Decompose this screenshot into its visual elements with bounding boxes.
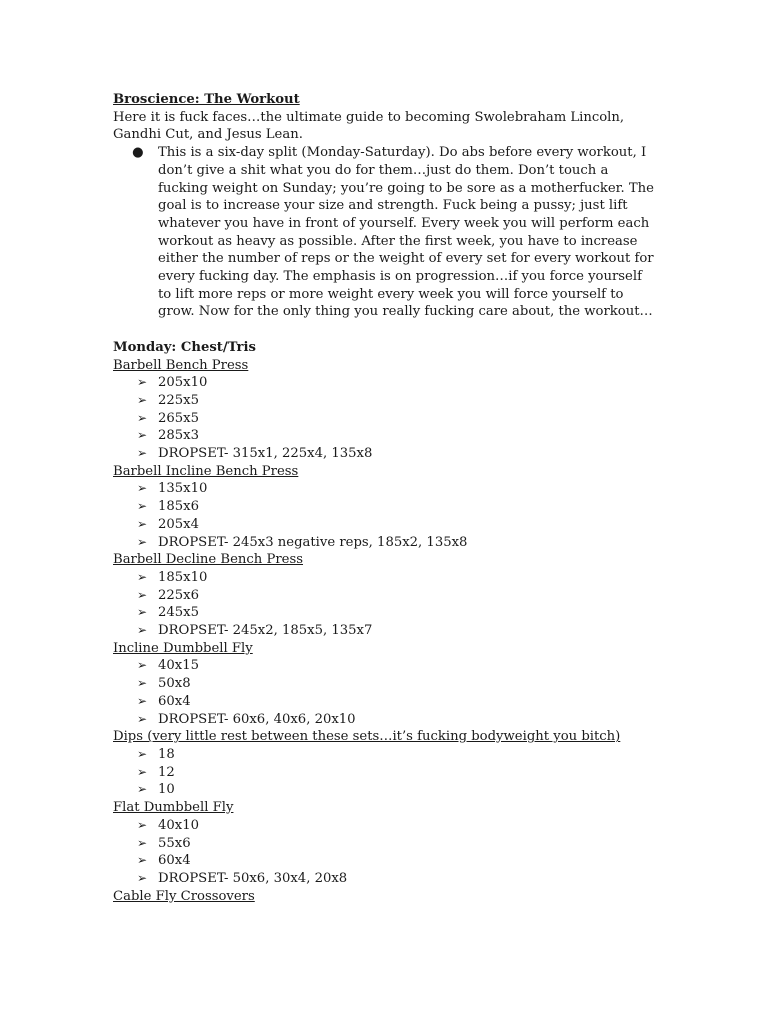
exercise-title: Barbell Decline Bench Press: [113, 552, 303, 568]
arrow-bullet-icon: ➢: [137, 410, 148, 425]
set-text: DROPSET- 245x2, 185x5, 135x7: [158, 623, 373, 639]
set-item: [137, 817, 768, 835]
set-text: 205x4: [158, 516, 199, 532]
set-list: [113, 746, 768, 799]
bullet-icon: ●: [132, 145, 144, 161]
arrow-bullet-icon: ➢: [137, 587, 148, 602]
arrow-bullet-icon: ➢: [137, 658, 148, 673]
set-item: [137, 498, 768, 516]
set-item: [137, 604, 768, 622]
set-item: [137, 392, 768, 410]
spacer: [113, 321, 768, 339]
set-item: [137, 675, 768, 693]
arrow-bullet-icon: ➢: [137, 481, 148, 496]
set-item: [137, 516, 768, 534]
arrow-bullet-icon: ➢: [137, 605, 148, 620]
arrow-bullet-icon: ➢: [137, 835, 148, 850]
arrow-bullet-icon: ➢: [137, 782, 148, 797]
set-item: [137, 764, 768, 782]
arrow-bullet-icon: ➢: [137, 623, 148, 638]
exercise-block: [113, 551, 768, 640]
set-text: 225x6: [158, 587, 199, 603]
exercise-title: Incline Dumbbell Fly: [113, 640, 253, 656]
day-heading: Monday: Chest/Tris: [113, 339, 256, 355]
arrow-bullet-icon: ➢: [137, 764, 148, 779]
arrow-bullet-icon: ➢: [137, 375, 148, 390]
set-text: 50x8: [158, 676, 191, 692]
set-list: [113, 480, 768, 551]
set-item: [137, 693, 768, 711]
exercise-block: [113, 799, 768, 888]
set-text: DROPSET- 50x6, 30x4, 20x8: [158, 870, 348, 886]
set-list: [113, 817, 768, 888]
set-item: [137, 410, 768, 428]
exercise-block: [113, 728, 768, 799]
set-text: 10: [158, 782, 175, 798]
arrow-bullet-icon: ➢: [137, 428, 148, 443]
exercise-title: Flat Dumbbell Fly: [113, 800, 234, 816]
set-text: 60x4: [158, 693, 191, 709]
set-item: [137, 427, 768, 445]
bullet-text: This is a six-day split (Monday-Saturday). Do abs before every workout, I don’t give a shit what you do for them…just do them. Don’t touch a fucking weight on Sunday; you’re going to be sore as a motherfucker. The goal is to increase your size and strength. Fuck being a pussy; just lift whatever you have in front of yourself. Every week you will perform each workout as heavy as possible. After the first week, you have to increase either the number of reps or the weight of every set for every workout for every fucking day. The emphasis is on progression…if you force yourself to lift more reps or more weight every week you will force yourself to grow. Now for the only thing you really fucking care about, the workout…: [158, 145, 654, 320]
set-list: [113, 569, 768, 640]
exercise-title: Barbell Incline Bench Press: [113, 463, 299, 479]
set-item: [137, 534, 768, 552]
set-item: [137, 870, 768, 888]
set-item: [137, 657, 768, 675]
exercise-block: [113, 640, 768, 729]
set-item: [137, 569, 768, 587]
exercise-block: [113, 357, 768, 463]
arrow-bullet-icon: ➢: [137, 870, 148, 885]
arrow-bullet-icon: ➢: [137, 676, 148, 691]
arrow-bullet-icon: ➢: [137, 534, 148, 549]
exercise-block: [113, 463, 768, 552]
set-text: 12: [158, 764, 175, 780]
intro-paragraph: Here it is fuck faces…the ultimate guide to becoming Swolebraham Lincoln, Gandhi Cut, and Jesus Lean.: [113, 109, 625, 143]
arrow-bullet-icon: ➢: [137, 693, 148, 708]
bullet-list: [113, 144, 768, 321]
set-list: [113, 374, 768, 463]
arrow-bullet-icon: ➢: [137, 446, 148, 461]
set-text: 205x10: [158, 375, 208, 391]
set-item: [137, 480, 768, 498]
set-text: 135x10: [158, 481, 208, 497]
set-item: [137, 781, 768, 799]
set-text: 185x6: [158, 499, 199, 515]
set-text: 60x4: [158, 853, 191, 869]
set-text: DROPSET- 315x1, 225x4, 135x8: [158, 446, 373, 462]
set-text: 40x10: [158, 817, 199, 833]
arrow-bullet-icon: ➢: [137, 817, 148, 832]
set-list: [113, 657, 768, 728]
set-item: [137, 622, 768, 640]
set-text: DROPSET- 60x6, 40x6, 20x10: [158, 711, 356, 727]
set-text: 40x15: [158, 658, 199, 674]
set-text: DROPSET- 245x3 negative reps, 185x2, 135x8: [158, 534, 468, 550]
set-text: 18: [158, 747, 175, 762]
set-text: 55x6: [158, 835, 191, 851]
arrow-bullet-icon: ➢: [137, 711, 148, 726]
set-item: [137, 445, 768, 463]
set-item: [137, 852, 768, 870]
set-item: [137, 835, 768, 853]
exercise-title: Barbell Bench Press: [113, 357, 249, 373]
set-item: [137, 374, 768, 392]
list-item: [132, 144, 658, 321]
arrow-bullet-icon: ➢: [137, 516, 148, 531]
set-text: 285x3: [158, 428, 199, 444]
set-text: 265x5: [158, 410, 199, 426]
document-title: Broscience: The Workout: [113, 92, 300, 107]
exercise-block: [113, 888, 768, 906]
exercise-title: Dips (very little rest between these sets…it’s fucking bodyweight you bitch): [113, 729, 621, 745]
set-item: [137, 746, 768, 764]
exercise-title: Cable Fly Crossovers: [113, 888, 255, 904]
arrow-bullet-icon: ➢: [137, 392, 148, 407]
arrow-bullet-icon: ➢: [137, 499, 148, 514]
arrow-bullet-icon: ➢: [137, 853, 148, 868]
set-text: 245x5: [158, 605, 199, 621]
arrow-bullet-icon: ➢: [137, 747, 148, 761]
set-text: 225x5: [158, 392, 199, 408]
set-item: [137, 587, 768, 605]
arrow-bullet-icon: ➢: [137, 569, 148, 584]
set-text: 185x10: [158, 569, 208, 585]
set-item: [137, 711, 768, 729]
